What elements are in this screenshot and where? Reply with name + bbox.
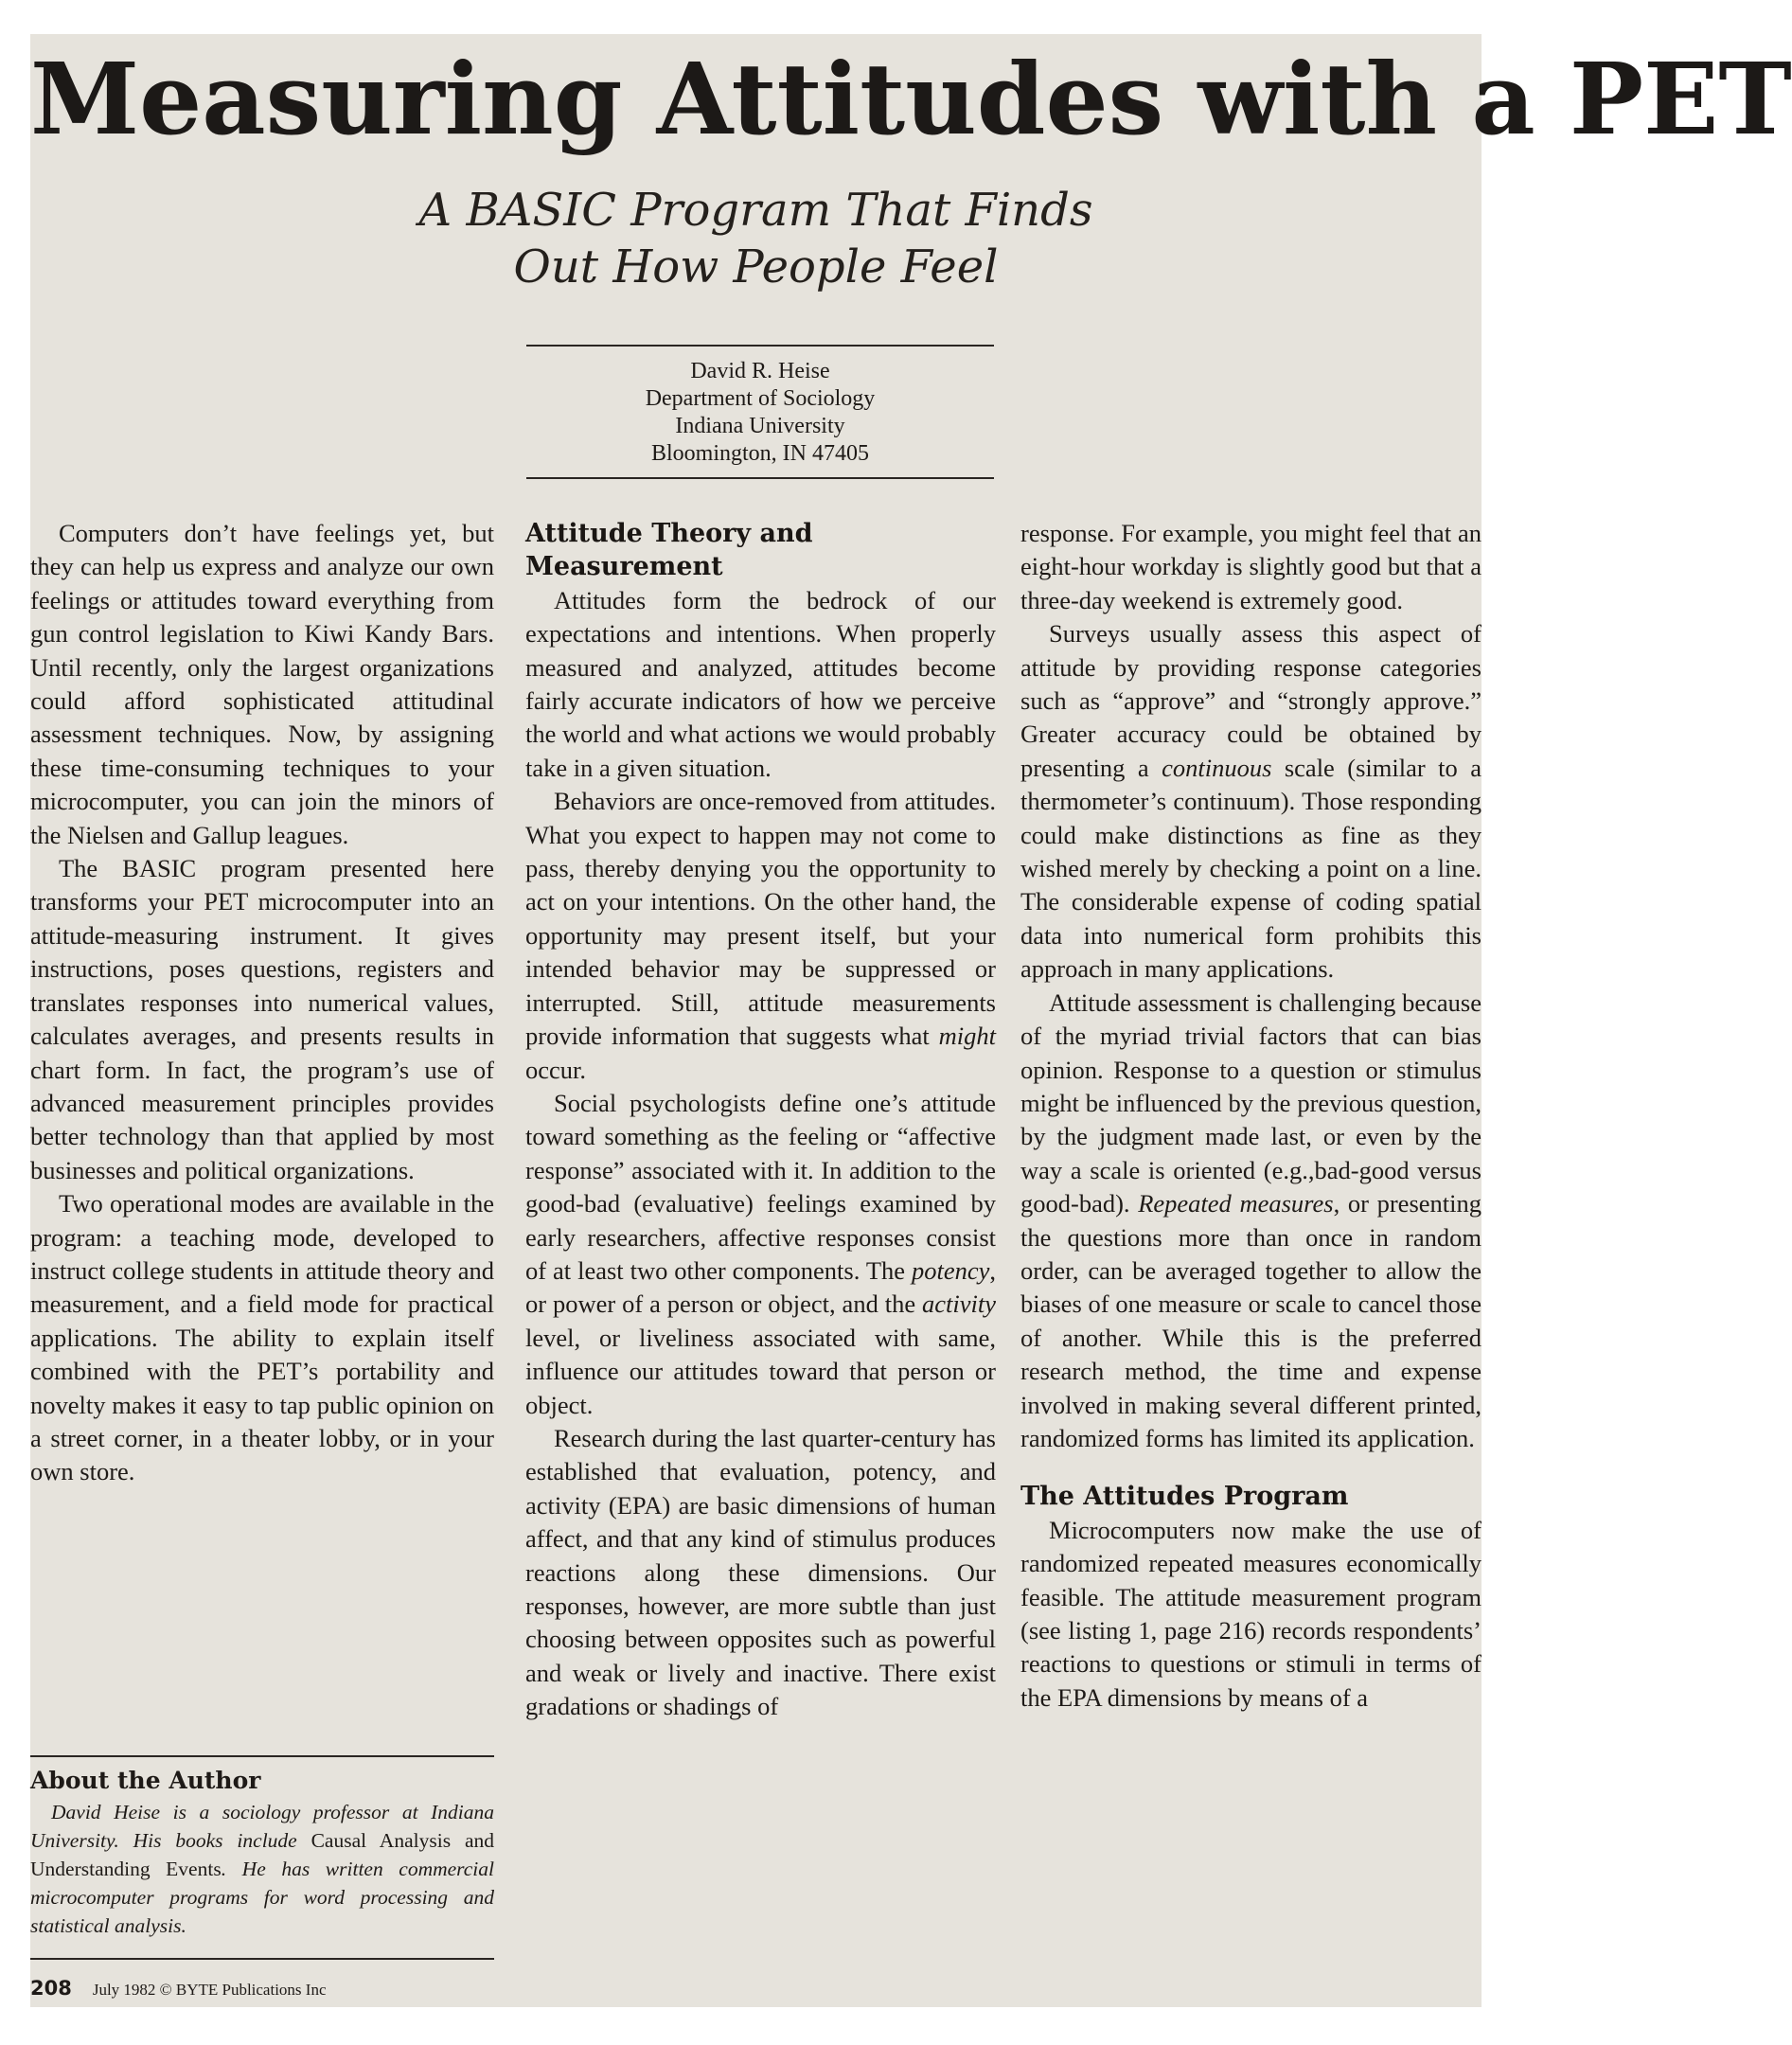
col1-paragraph-1: Computers don’t have feelings yet, but they can help us express and analyze our own feelings or attitudes toward everything from gun control legislation to Kiwi Kandy Bars. Until recently, only the largest organizations could afford sophisticated attitudinal assessment techniques. Now, by assigning these time-consuming techniques to your microcomputer, you can join the minors of the Nielsen and Gallup leagues. <box>30 519 494 849</box>
col2-p3-text-c: level, or liveliness associated with same, influence our attitudes toward that person or object. <box>525 1323 996 1419</box>
about-text <box>30 1798 494 1940</box>
author-name: David R. Heise <box>690 359 830 383</box>
article-title: Measuring Attitudes with a PET <box>30 41 1792 157</box>
about-bottom-rule <box>30 1958 494 1960</box>
col2-paragraph-1: Attitudes form the bedrock of our expectations and intentions. When properly measured and analyzed, attitudes become fairly accurate indicators of how we perceive the world and what actions we would probably take in a given situation. <box>525 585 996 782</box>
column-2 <box>525 517 996 1724</box>
about-book-2: Understanding Events <box>30 1858 222 1880</box>
col2-p2-text-a: Behaviors are once-removed from attitudes. What you expect to happen may not come to pass, thereby denying you the opportunity to act on your intentions. On the other hand, the opportunity may present itself, but your intended behavior may be suppressed or interrupted. Still, attitude measurements provide information that suggests what <box>525 787 996 1051</box>
magazine-page <box>30 34 1792 2007</box>
about-top-rule <box>30 1755 494 1757</box>
subtitle-line-1: A BASIC Program That Finds <box>418 184 1093 237</box>
page-number: 208 <box>30 1977 72 2000</box>
about-text-b: and <box>451 1829 494 1852</box>
about-text-c: . He has written commercial microcomputer programs for word processing and statistical analysis. <box>30 1858 494 1937</box>
about-book-1: Causal Analysis <box>310 1829 452 1852</box>
about-heading: About the Author <box>30 1767 261 1794</box>
col3-heading: The Attitudes Program <box>1020 1482 1349 1512</box>
col2-p3-text-a: Social psychologists define one’s attitude toward something as the feeling or “affective response” associated with it. In addition to the good-bad (evaluative) feelings examined by early researchers, affective responses consist of at least two other components. The <box>525 1088 996 1285</box>
col3-p3-text-b: , or presenting the questions more than once in random order, can be averaged together to allow the biases of one measure or scale to cancel those of another. While this is the preferred research method, the time and expense involved in making several different printed, randomized forms has limited its application. <box>1020 1189 1482 1452</box>
col2-p2-emphasis: might <box>938 1022 996 1051</box>
col2-p3-emphasis-2: activity <box>922 1289 996 1319</box>
col2-heading: Attitude Theory and Measurement <box>525 519 813 582</box>
about-text-a: David Heise is a sociology professor at Indiana University. His books include <box>30 1801 494 1852</box>
page-footer <box>30 1977 327 2000</box>
col1-paragraph-2: The BASIC program presented here transforms your PET microcomputer into an attitude-measuring instrument. It gives instructions, poses questions, registers and translates responses into numerical values, calculates averages, and presents results in chart form. In fact, the program’s use of advanced measurement principles provides better technology than that applied by most businesses and political organizations. <box>30 854 494 1184</box>
col2-p3-text-b: , or power of a person or object, and the <box>525 1255 996 1319</box>
issue-credit: July 1982 © BYTE Publications Inc <box>92 1981 327 1999</box>
col3-p3-emphasis: Repeated measures <box>1138 1189 1334 1218</box>
col2-p3-emphasis-1: potency <box>911 1255 990 1285</box>
section-spacer <box>1020 1455 1482 1480</box>
byline <box>526 358 994 468</box>
column-1 <box>30 517 494 1489</box>
col2-paragraph-2 <box>525 785 996 1087</box>
col3-paragraph-2 <box>1020 617 1482 986</box>
author-location: Bloomington, IN 47405 <box>650 441 869 466</box>
col3-paragraph-1: response. For example, you might feel that an eight-hour workday is slightly good but that a three-day weekend is extremely good. <box>1020 519 1482 614</box>
about-the-author <box>30 1764 494 1940</box>
col2-paragraph-3 <box>525 1087 996 1422</box>
byline-top-rule <box>526 345 994 347</box>
col3-p2-text-b: scale (similar to a thermometer’s continuum). Those responding could make distinctions as fine as they wished merely by checking a point on a line. The considerable expense of coding spatial data into numerical form prohibits this approach in many applications. <box>1020 753 1482 984</box>
byline-bottom-rule <box>526 477 994 479</box>
col2-p2-text-b: occur. <box>525 1055 587 1084</box>
author-department: Department of Sociology <box>645 386 876 411</box>
col3-p2-text-a: Surveys usually assess this aspect of attitude by providing response categories such as “approve” and “strongly approve.” Greater accuracy could be obtained by presenting a <box>1020 619 1482 782</box>
col3-paragraph-4: Microcomputers now make the use of randomized repeated measures economically feasible. The attitude measurement program (see listing 1, page 216) records respondents’ reactions to questions or stimuli in terms of the EPA dimensions by means of a <box>1020 1515 1482 1712</box>
col3-p3-text-a: Attitude assessment is challenging because of the myriad trivial factors that can bias opinion. Response to a question or stimulus might be influenced by the previous question, by the judgment made last, or even by the way a scale is oriented (e.g.,bad-good versus good-bad). <box>1020 987 1482 1218</box>
col3-p2-emphasis: continuous <box>1162 753 1272 782</box>
author-university: Indiana University <box>675 414 845 438</box>
col3-paragraph-3 <box>1020 987 1482 1456</box>
col2-paragraph-4: Research during the last quarter-century has established that evaluation, potency, and activity (EPA) are basic dimensions of human affect, and that any kind of stimulus produces reactions along these dimensions. Our responses, however, are more subtle than just choosing between opposites such as powerful and weak or lively and inactive. There exist gradations or shadings of <box>525 1423 996 1721</box>
column-3 <box>1020 517 1482 1715</box>
col1-paragraph-3: Two operational modes are available in the program: a teaching mode, developed to instruct college students in attitude theory and measurement, and a field mode for practical applications. The ability to explain itself combined with the PET’s portability and novelty makes it easy to tap public opinion on a street corner, in a theater lobby, or in your own store. <box>30 1189 494 1486</box>
article-subtitle <box>30 182 1482 295</box>
subtitle-line-2: Out How People Feel <box>513 240 999 293</box>
